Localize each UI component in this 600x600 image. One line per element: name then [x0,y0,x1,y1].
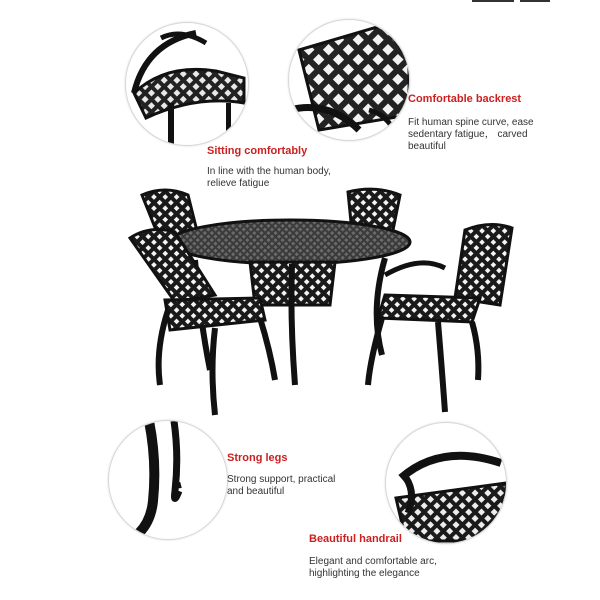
seat-description: In line with the human body, relieve fatigue [207,166,331,189]
backrest-title: Comfortable backrest [408,93,522,105]
seat-closeup-image [125,22,249,146]
top-divider-right [520,0,550,2]
patio-dining-set-image [120,180,520,420]
legs-title: Strong legs [227,452,288,464]
seat-title: Sitting comfortably [207,145,308,157]
backrest-description: Fit human spine curve, ease sedentary fatigue， carved beautiful [408,117,534,152]
legs-closeup-image [108,420,228,540]
backrest-closeup-image [288,19,410,141]
handrail-description: Elegant and comfortable arc, highlighting the elegance [309,556,437,579]
handrail-closeup-image [385,422,507,544]
handrail-title: Beautiful handrail [309,533,402,545]
top-divider-left [472,0,514,2]
legs-description: Strong support, practical and beautiful [227,474,336,497]
